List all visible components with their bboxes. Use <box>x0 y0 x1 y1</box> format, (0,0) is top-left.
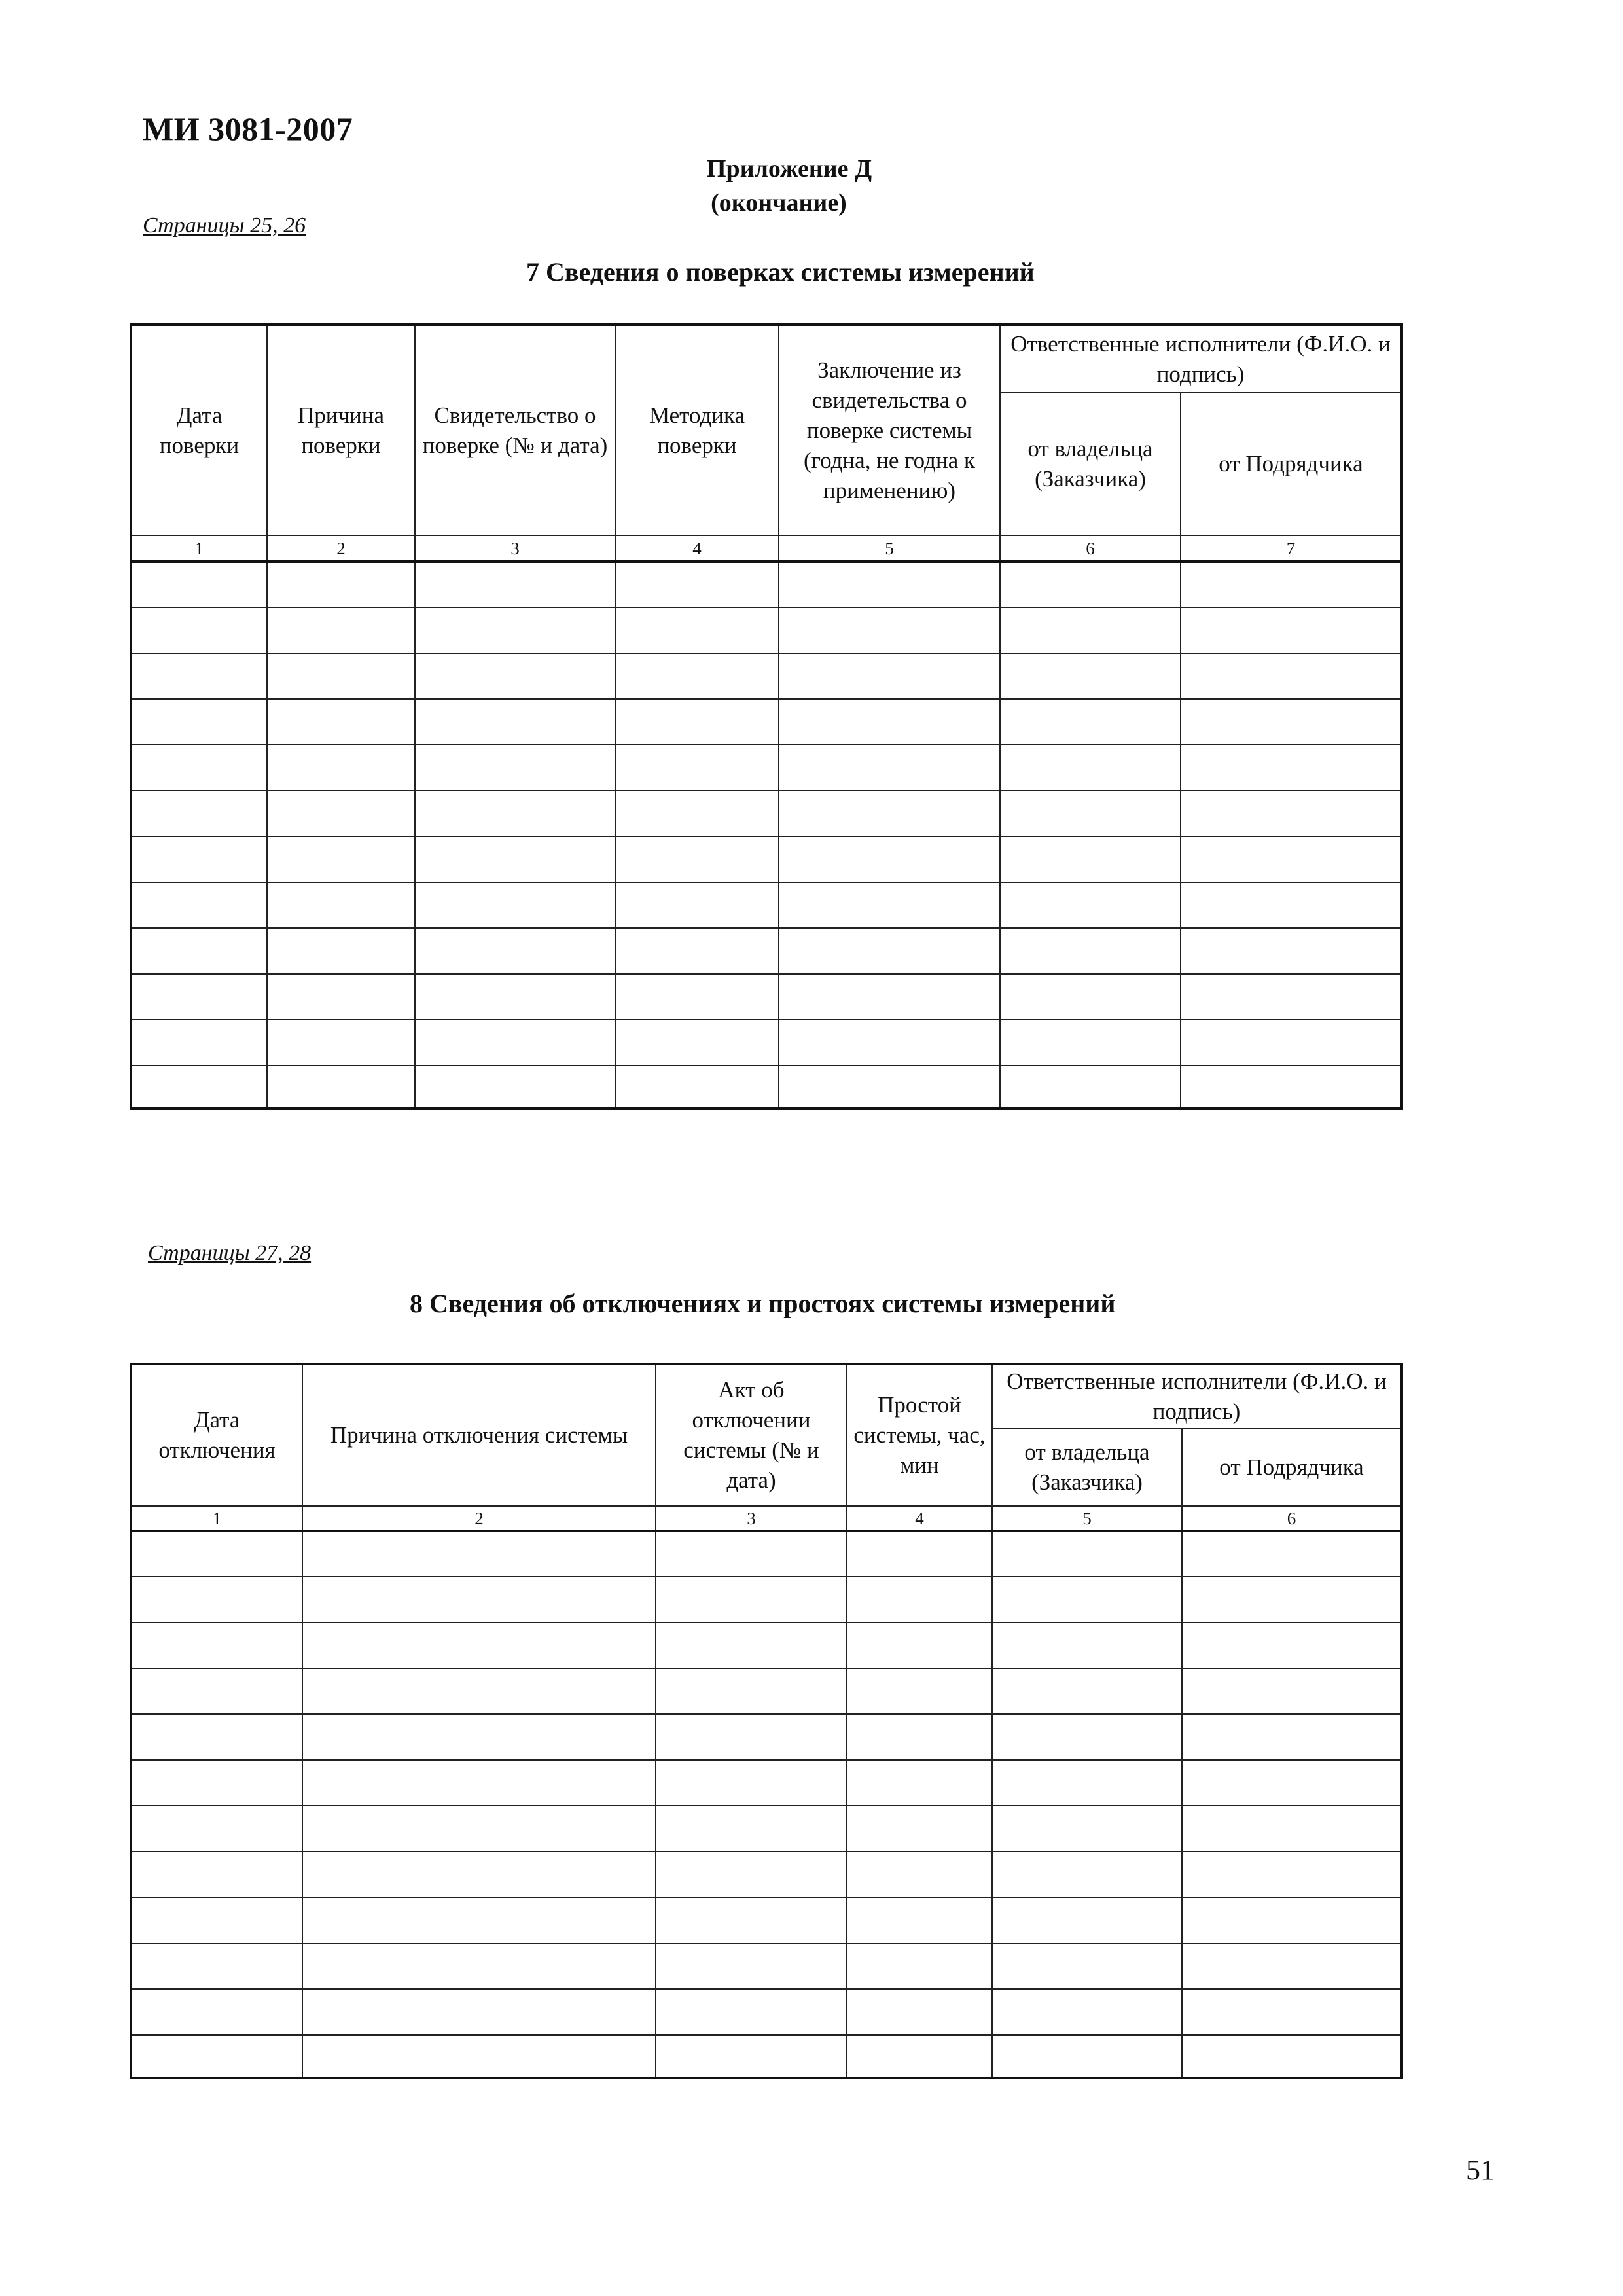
verification-records-table <box>130 323 1403 1110</box>
column-header-reason: Причина поверки <box>267 325 415 535</box>
table-row <box>131 607 1402 653</box>
table-row <box>131 836 1402 882</box>
column-number: 5 <box>992 1506 1182 1531</box>
pages-reference-section7: Страницы 25, 26 <box>143 213 306 238</box>
column-header-method: Методика поверки <box>615 325 779 535</box>
table-row <box>131 1852 1402 1897</box>
column-number: 3 <box>656 1506 847 1531</box>
column-number: 6 <box>1182 1506 1402 1531</box>
column-header-date: Дата поверки <box>131 325 267 535</box>
table-row <box>131 1897 1402 1943</box>
column-number: 3 <box>415 535 615 562</box>
column-header-contractor: от Подрядчика <box>1182 1429 1402 1506</box>
table-row <box>131 1714 1402 1760</box>
pages-reference-section8: Страницы 27, 28 <box>148 1241 312 1265</box>
column-header-owner: от владельца (Заказчика) <box>992 1429 1182 1506</box>
table-row <box>131 1577 1402 1623</box>
table-row <box>131 1668 1402 1714</box>
column-number: 5 <box>779 535 1000 562</box>
appendix-label: Приложение Д <box>707 155 872 183</box>
column-number: 4 <box>615 535 779 562</box>
page-number: 51 <box>1466 2154 1495 2186</box>
column-number: 6 <box>1000 535 1181 562</box>
table-row <box>131 562 1402 607</box>
appendix-note: (окончание) <box>711 189 847 217</box>
column-header-contractor: от Подрядчика <box>1181 393 1402 535</box>
column-group-responsible: Ответственные исполнители (Ф.И.О. и подпись) <box>992 1364 1402 1429</box>
column-header-certificate: Свидетельство о поверке (№ и дата) <box>415 325 615 535</box>
column-number: 2 <box>302 1506 656 1531</box>
table-row <box>131 1623 1402 1668</box>
column-number: 2 <box>267 535 415 562</box>
column-header-owner: от владельца (Заказчика) <box>1000 393 1181 535</box>
column-header-shutdown-act: Акт об отключении системы (№ и дата) <box>656 1364 847 1506</box>
table-row <box>131 1806 1402 1852</box>
column-number: 1 <box>131 1506 302 1531</box>
table-row <box>131 791 1402 836</box>
table-row <box>131 1943 1402 1989</box>
table-row <box>131 699 1402 745</box>
downtime-records-table <box>130 1363 1403 2079</box>
table-row <box>131 928 1402 974</box>
column-header-downtime: Простой системы, час, мин <box>847 1364 992 1506</box>
table-row <box>131 882 1402 928</box>
column-number: 1 <box>131 535 267 562</box>
section7-title: 7 Сведения о поверках системы измерений <box>526 257 1035 287</box>
table-row <box>131 1531 1402 1577</box>
column-header-shutdown-reason: Причина отключения системы <box>302 1364 656 1506</box>
table-row <box>131 1020 1402 1066</box>
table-row <box>131 653 1402 699</box>
column-number: 4 <box>847 1506 992 1531</box>
appendix-title <box>707 152 872 220</box>
table-row <box>131 1760 1402 1806</box>
column-header-shutdown-date: Дата отключения <box>131 1364 302 1506</box>
column-number: 7 <box>1181 535 1402 562</box>
table-row <box>131 974 1402 1020</box>
column-header-conclusion: Заключение из свидетельства о поверке системы (годна, не годна к применению) <box>779 325 1000 535</box>
section8-title: 8 Сведения об отключениях и простоях системы измерений <box>410 1289 1116 1318</box>
table-row <box>131 2035 1402 2078</box>
table-row <box>131 745 1402 791</box>
document-code: МИ 3081-2007 <box>143 111 353 147</box>
table-row <box>131 1066 1402 1109</box>
table-row <box>131 1989 1402 2035</box>
column-group-responsible: Ответственные исполнители (Ф.И.О. и подпись) <box>1000 325 1402 393</box>
